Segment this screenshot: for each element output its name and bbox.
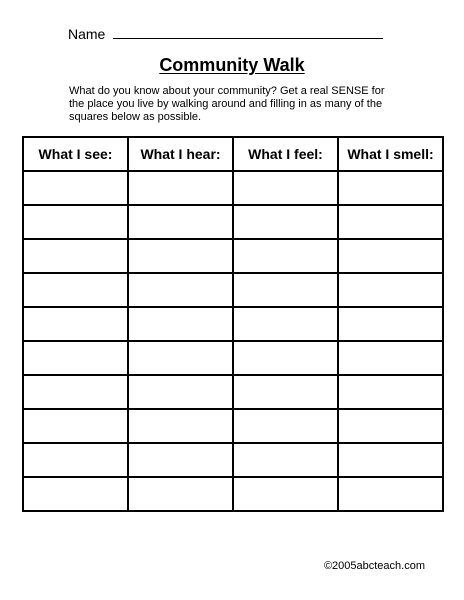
- table-cell[interactable]: [233, 307, 338, 341]
- table-cell[interactable]: [128, 443, 233, 477]
- table-cell[interactable]: [23, 375, 128, 409]
- table-row: [23, 273, 443, 307]
- table-cell[interactable]: [233, 273, 338, 307]
- table-cell[interactable]: [338, 341, 443, 375]
- column-header-smell: What I smell:: [338, 137, 443, 171]
- table-row: [23, 477, 443, 511]
- copyright-text: ©2005abcteach.com: [323, 560, 425, 572]
- table-cell[interactable]: [338, 375, 443, 409]
- column-header-hear: What I hear:: [128, 137, 233, 171]
- table-cell[interactable]: [233, 239, 338, 273]
- table-cell[interactable]: [338, 409, 443, 443]
- table-cell[interactable]: [23, 205, 128, 239]
- table-cell[interactable]: [338, 171, 443, 205]
- table-row: [23, 171, 443, 205]
- title-text: Community Walk: [159, 55, 305, 75]
- table-cell[interactable]: [23, 477, 128, 511]
- table-cell[interactable]: [128, 477, 233, 511]
- table-row: [23, 205, 443, 239]
- table-cell[interactable]: [233, 477, 338, 511]
- table-cell[interactable]: [338, 239, 443, 273]
- table-cell[interactable]: [233, 375, 338, 409]
- table-cell[interactable]: [128, 409, 233, 443]
- table-cell[interactable]: [338, 477, 443, 511]
- name-label: Name: [68, 26, 106, 42]
- table-cell[interactable]: [128, 307, 233, 341]
- table-row: [23, 239, 443, 273]
- column-header-see: What I see:: [23, 137, 128, 171]
- table-cell[interactable]: [23, 171, 128, 205]
- table-cell[interactable]: [338, 205, 443, 239]
- instructions-text: What do you know about your community? Get a real SENSE for the place you live by walking around and filling in as many of the squares below as possible.: [69, 85, 385, 123]
- page-title: [0, 55, 464, 76]
- table-cell[interactable]: [128, 273, 233, 307]
- table-row: [23, 341, 443, 375]
- table-cell[interactable]: [23, 409, 128, 443]
- table-row: [23, 375, 443, 409]
- table-cell[interactable]: [233, 443, 338, 477]
- table-cell[interactable]: [233, 171, 338, 205]
- table-cell[interactable]: [23, 443, 128, 477]
- senses-table: [22, 136, 444, 512]
- table-body: [23, 171, 443, 511]
- table-cell[interactable]: [128, 171, 233, 205]
- table-cell[interactable]: [23, 341, 128, 375]
- header-row: [23, 137, 443, 171]
- table-cell[interactable]: [128, 341, 233, 375]
- table-cell[interactable]: [23, 307, 128, 341]
- table-cell[interactable]: [233, 205, 338, 239]
- table-cell[interactable]: [338, 307, 443, 341]
- table-cell[interactable]: [233, 341, 338, 375]
- table-cell[interactable]: [128, 205, 233, 239]
- name-field: [68, 26, 383, 42]
- table-cell[interactable]: [128, 375, 233, 409]
- column-header-feel: What I feel:: [233, 137, 338, 171]
- table-row: [23, 409, 443, 443]
- table-row: [23, 443, 443, 477]
- table-cell[interactable]: [338, 443, 443, 477]
- table-cell[interactable]: [23, 239, 128, 273]
- table-row: [23, 307, 443, 341]
- table-cell[interactable]: [128, 239, 233, 273]
- name-underline[interactable]: [113, 28, 383, 39]
- table-cell[interactable]: [338, 273, 443, 307]
- table-cell[interactable]: [233, 409, 338, 443]
- table-cell[interactable]: [23, 273, 128, 307]
